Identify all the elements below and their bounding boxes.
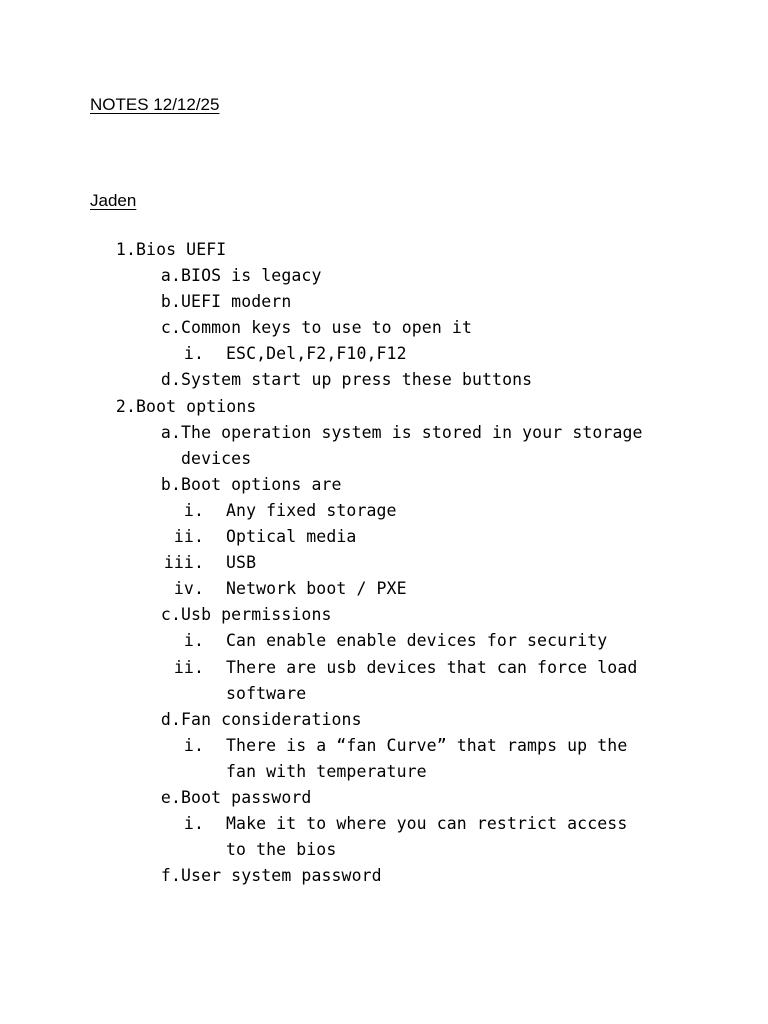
outline-item-level-3 bbox=[0, 576, 768, 602]
outline-item-level-2 bbox=[0, 602, 768, 628]
outline-item-level-1 bbox=[0, 394, 768, 420]
notes-outline bbox=[0, 237, 768, 889]
list-item-text: Bios UEFI bbox=[136, 240, 227, 259]
list-item-text: Boot options are bbox=[181, 474, 342, 494]
list-marker: b. bbox=[160, 292, 181, 312]
outline-item-level-2 bbox=[0, 863, 768, 889]
list-item-text: Network boot / PXE bbox=[226, 579, 407, 599]
list-marker: i. bbox=[183, 631, 204, 651]
outline-item-level-3 bbox=[0, 341, 768, 367]
list-item-text: devices bbox=[181, 448, 252, 468]
list-item-text: System start up press these buttons bbox=[181, 370, 533, 390]
list-marker: i. bbox=[183, 814, 204, 834]
outline-continuation-line bbox=[0, 837, 768, 863]
list-marker: i. bbox=[183, 344, 204, 364]
outline-item-level-2 bbox=[0, 263, 768, 289]
outline-item-level-3 bbox=[0, 498, 768, 524]
list-item-text: Optical media bbox=[226, 527, 357, 547]
list-item-text: ESC,Del,F2,F10,F12 bbox=[226, 344, 407, 364]
list-item-text: Common keys to use to open it bbox=[181, 318, 472, 338]
list-marker: i. bbox=[183, 735, 204, 755]
list-item-text: Can enable enable devices for security bbox=[226, 631, 608, 651]
list-item-text: There is a “fan Curve” that ramps up the bbox=[226, 735, 628, 755]
list-marker: d. bbox=[160, 370, 181, 390]
outline-continuation-line bbox=[0, 681, 768, 707]
list-marker: e. bbox=[160, 787, 181, 807]
outline-item-level-3 bbox=[0, 811, 768, 837]
list-item-text: Any fixed storage bbox=[226, 500, 397, 520]
outline-item-level-1 bbox=[0, 237, 768, 263]
list-marker: c. bbox=[160, 605, 181, 625]
list-marker: iv. bbox=[173, 579, 204, 599]
list-marker: iii. bbox=[163, 553, 204, 573]
author-name: Jaden bbox=[90, 191, 137, 210]
list-marker: b. bbox=[160, 474, 181, 494]
outline-item-level-2 bbox=[0, 315, 768, 341]
list-item-text: Boot password bbox=[181, 787, 312, 807]
list-item-text: There are usb devices that can force load bbox=[226, 657, 638, 677]
list-item-text: to the bios bbox=[226, 840, 337, 860]
list-marker: 2. bbox=[115, 396, 136, 416]
outline-continuation-line bbox=[0, 759, 768, 785]
list-marker: c. bbox=[160, 318, 181, 338]
outline-item-level-2 bbox=[0, 367, 768, 393]
outline-item-level-3 bbox=[0, 524, 768, 550]
outline-item-level-3 bbox=[0, 628, 768, 654]
list-item-text: UEFI modern bbox=[181, 292, 292, 312]
list-marker: f. bbox=[160, 866, 181, 886]
list-item-text: Usb permissions bbox=[181, 605, 332, 625]
outline-item-level-2 bbox=[0, 420, 768, 446]
list-item-text: Fan considerations bbox=[181, 709, 362, 729]
list-item-text: Make it to where you can restrict access bbox=[226, 814, 628, 834]
list-item-text: BIOS is legacy bbox=[181, 266, 322, 286]
list-item-text: Boot options bbox=[136, 396, 257, 416]
outline-item-level-3 bbox=[0, 733, 768, 759]
list-item-text: software bbox=[226, 683, 307, 703]
list-marker: a. bbox=[160, 266, 181, 286]
outline-item-level-3 bbox=[0, 655, 768, 681]
outline-continuation-line bbox=[0, 446, 768, 472]
list-marker: 1. bbox=[115, 240, 136, 259]
list-item-text: The operation system is stored in your storage bbox=[181, 422, 643, 442]
outline-item-level-3 bbox=[0, 550, 768, 576]
outline-item-level-2 bbox=[0, 289, 768, 315]
list-marker: i. bbox=[183, 500, 204, 520]
list-marker: a. bbox=[160, 422, 181, 442]
outline-item-level-2 bbox=[0, 472, 768, 498]
outline-item-level-2 bbox=[0, 707, 768, 733]
list-item-text: USB bbox=[226, 553, 257, 573]
list-marker: d. bbox=[160, 709, 181, 729]
list-item-text: fan with temperature bbox=[226, 761, 427, 781]
list-marker: ii. bbox=[173, 657, 204, 677]
page-title: NOTES 12/12/25 bbox=[90, 95, 220, 114]
outline-item-level-2 bbox=[0, 785, 768, 811]
list-marker: ii. bbox=[173, 527, 204, 547]
list-item-text: User system password bbox=[181, 866, 382, 886]
